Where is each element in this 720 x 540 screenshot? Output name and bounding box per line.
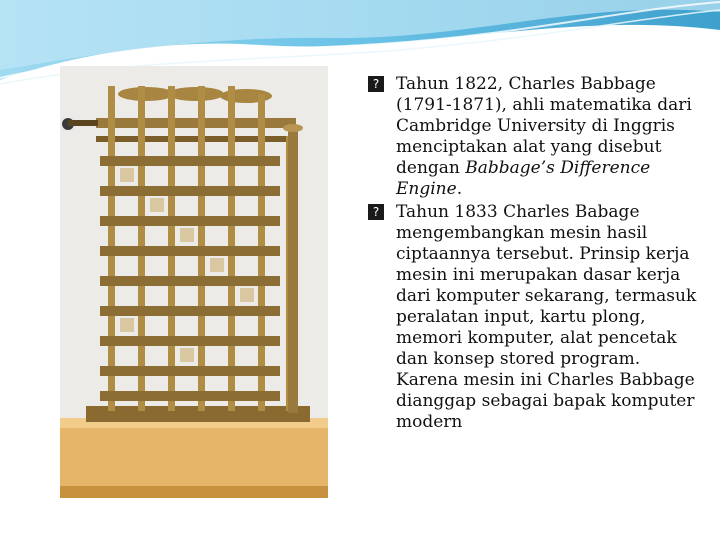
content-text-block <box>368 74 698 435</box>
paragraph-2 <box>368 202 698 433</box>
difference-engine-photo <box>60 66 328 498</box>
paragraph-1-end: . <box>456 179 463 199</box>
paragraph-1-italic: Babbage’s Difference Engine <box>396 158 651 199</box>
bullet-box-icon: ? <box>368 76 384 92</box>
paragraph-2-text: Tahun 1833 Charles Babage mengembangkan mesin hasil ciptaannya tersebut. Prinsip kerja mesin ini merupakan dasar kerja dari komputer sekarang, termasuk peralatan input, kartu plong, memori komputer, alat pencetak dan konsep stored program. Karena mesin ini Charles Babbage dianggap sebagai bapak komputer modern <box>396 202 697 432</box>
paragraph-1-text: Tahun 1822, Charles Babbage (1791-1871), ahli matematika dari Cambridge University di Inggris menciptakan alat yang disebut dengan <box>396 74 692 178</box>
bullet-box-icon: ? <box>368 204 384 220</box>
paragraph-1 <box>368 74 698 200</box>
